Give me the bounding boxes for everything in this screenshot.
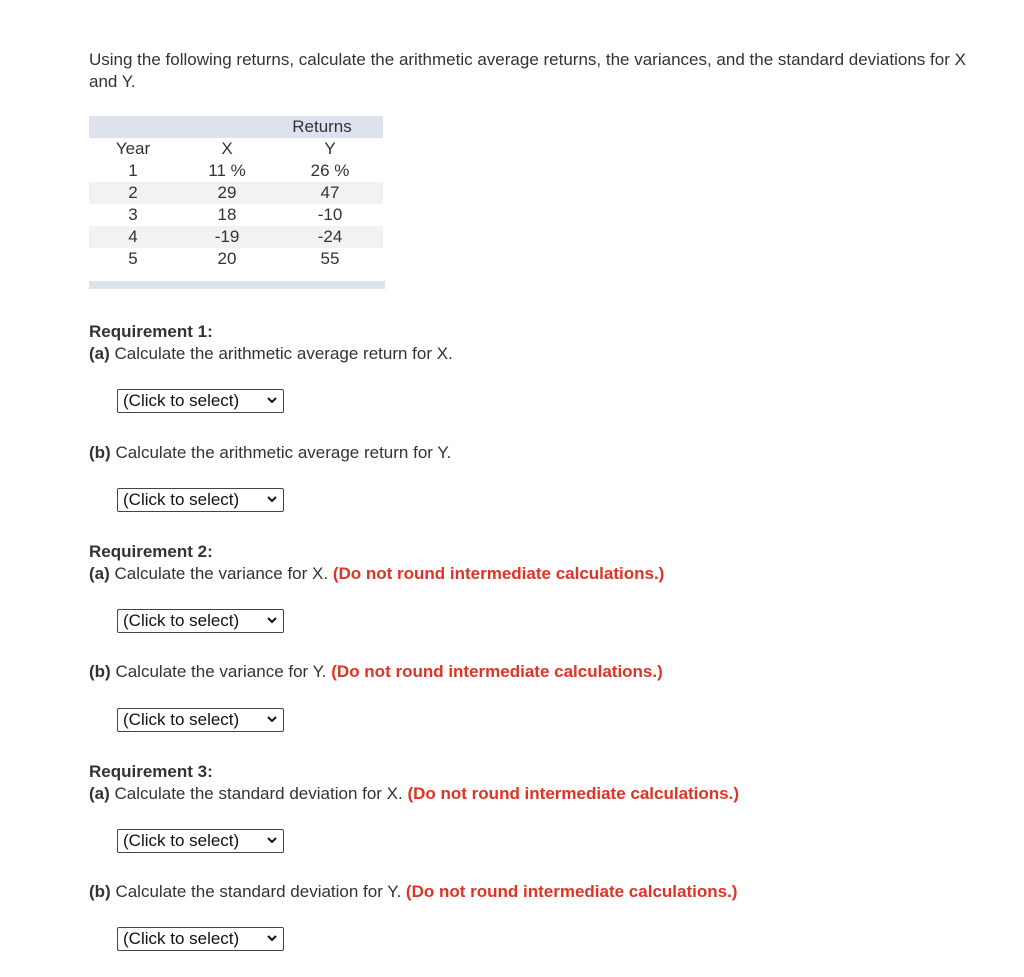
table-row — [89, 226, 383, 248]
requirement-3b-text — [89, 881, 737, 903]
requirement-3a-text — [89, 783, 739, 805]
y-cell: 47 — [277, 182, 383, 204]
rounding-note: (Do not round intermediate calculations.) — [405, 882, 738, 901]
year-cell: 5 — [128, 249, 138, 268]
part-label: (b) — [89, 882, 111, 901]
select-placeholder: (Click to select) — [123, 710, 240, 729]
returns-group-header: Returns — [177, 116, 383, 138]
table-footer-bar — [89, 281, 385, 289]
requirement-1-title: Requirement 1: — [89, 322, 213, 341]
chevron-down-icon — [267, 713, 277, 725]
y-cell: -10 — [317, 205, 343, 224]
x-cell: -19 — [177, 226, 277, 248]
table-row — [89, 182, 383, 204]
select-placeholder: (Click to select) — [123, 490, 240, 509]
question-text: Calculate the standard deviation for X. — [114, 784, 403, 803]
chevron-down-icon — [267, 394, 277, 406]
question-text: Calculate the standard deviation for Y. — [115, 882, 402, 901]
returns-table — [89, 116, 383, 270]
chevron-down-icon — [267, 932, 277, 944]
requirement-2a-text — [89, 563, 664, 585]
table-row — [89, 248, 383, 270]
part-label: (a) — [89, 564, 110, 583]
y-cell: 55 — [320, 249, 340, 268]
table-column-header-row — [89, 138, 383, 160]
year-cell: 2 — [89, 182, 177, 204]
part-label: (b) — [89, 662, 111, 681]
chevron-down-icon — [267, 493, 277, 505]
requirement-2a-select[interactable] — [117, 609, 284, 633]
requirement-3a-select[interactable] — [117, 829, 284, 853]
x-column-header: X — [221, 139, 233, 158]
chevron-down-icon — [267, 834, 277, 846]
x-cell: 29 — [177, 182, 277, 204]
rounding-note: (Do not round intermediate calculations.) — [407, 784, 740, 803]
requirement-1b-select[interactable] — [117, 488, 284, 512]
requirement-1a-select[interactable] — [117, 389, 284, 413]
part-label: (a) — [89, 784, 110, 803]
requirement-2b-text — [89, 661, 663, 683]
select-placeholder: (Click to select) — [123, 391, 240, 410]
table-row — [89, 204, 383, 226]
select-placeholder: (Click to select) — [123, 611, 240, 630]
table-group-header-row — [89, 116, 383, 138]
rounding-note: (Do not round intermediate calculations.) — [331, 662, 663, 681]
year-column-header: Year — [115, 139, 151, 158]
year-cell: 1 — [128, 161, 138, 180]
chevron-down-icon — [267, 614, 277, 626]
select-placeholder: (Click to select) — [123, 929, 240, 948]
requirement-2-title: Requirement 2: — [89, 542, 213, 561]
requirement-2b-select[interactable] — [117, 708, 284, 732]
requirement-3-title: Requirement 3: — [89, 762, 213, 781]
y-column-header: Y — [324, 139, 336, 158]
table-row — [89, 160, 383, 182]
question-text: Calculate the arithmetic average return for Y. — [115, 443, 452, 462]
question-text: Calculate the variance for X. — [114, 564, 329, 583]
select-placeholder: (Click to select) — [123, 831, 240, 850]
year-cell: 4 — [89, 226, 177, 248]
x-cell: 11 % — [208, 161, 246, 180]
part-label: (b) — [89, 443, 111, 462]
year-cell: 3 — [128, 205, 138, 224]
requirement-3b-select[interactable] — [117, 927, 284, 951]
intro-text: Using the following returns, calculate the arithmetic average returns, the variances, and the standard deviations for X and Y. — [89, 50, 966, 91]
requirement-1b-text — [89, 442, 451, 464]
question-text: Calculate the variance for Y. — [115, 662, 327, 681]
rounding-note: (Do not round intermediate calculations.) — [332, 564, 665, 583]
requirement-1a-text — [89, 343, 453, 365]
part-label: (a) — [89, 344, 110, 363]
question-text: Calculate the arithmetic average return for X. — [114, 344, 453, 363]
y-cell: -24 — [277, 226, 383, 248]
x-cell: 20 — [217, 249, 237, 268]
y-cell: 26 % — [310, 161, 350, 180]
x-cell: 18 — [217, 205, 237, 224]
